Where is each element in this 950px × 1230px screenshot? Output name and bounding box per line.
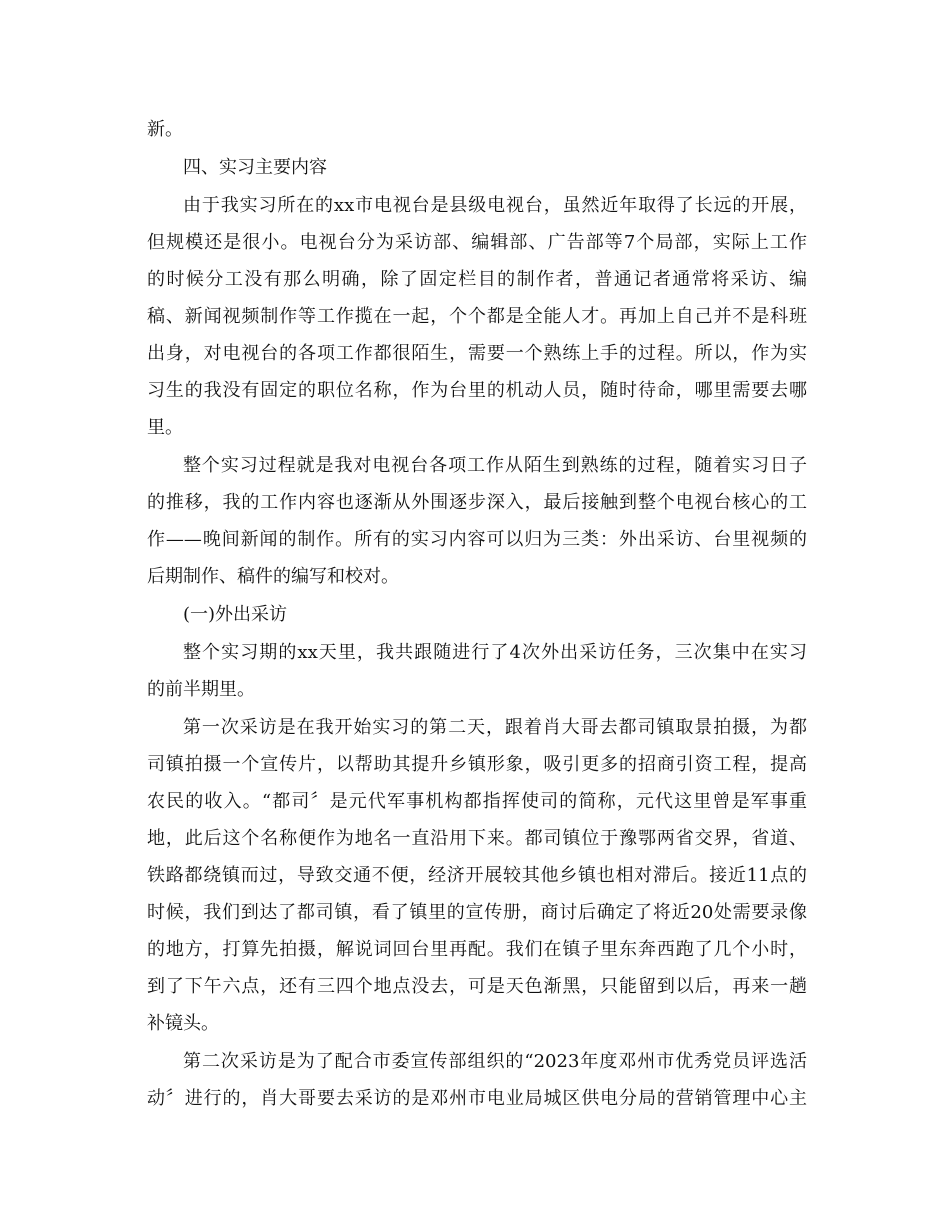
text-line: 的推移，我的工作内容也逐渐从外围逐步深入，最后接触到整个电视台核心的工 [147,492,807,513]
text-line: 整个实习过程就是我对电视台各项工作从陌生到熟练的过程，随着实习日子 [183,455,807,476]
text-line: 的前半期里。 [147,679,255,700]
text-line: 地，此后这个名称便作为地名一直沿用下来。都司镇位于豫鄂两省交界，省道、 [147,828,807,849]
text-line: 的地方，打算先拍摄，解说词回台里再配。我们在镇子里东奔西跑了几个小时， [147,939,807,960]
subsection-heading: (一)外出采访 [183,604,288,625]
text-line: 铁路都绕镇而过，导致交通不便，经济开展较其他乡镇也相对滞后。接近11点的 [147,865,807,886]
section-heading: 四、实习主要内容 [183,157,327,178]
text-line: 习生的我没有固定的职位名称，作为台里的机动人员，随时待命，哪里需要去哪 [147,380,807,401]
text-line: 但规模还是很小。电视台分为采访部、编辑部、广告部等7个局部，实际上工作 [147,232,807,253]
text-line: 整个实习期的xx天里，我共跟随进行了4次外出采访任务，三次集中在实习 [183,642,807,663]
text-line: 司镇拍摄一个宣传片，以帮助其提升乡镇形象，吸引更多的招商引资工程，提高 [147,754,807,775]
text-line: 农民的收入。“都司〞是元代军事机构都指挥使司的简称，元代这里曾是军事重 [147,791,807,812]
text-line: 补镜头。 [147,1013,219,1034]
text-line: 由于我实习所在的xx市电视台是县级电视台，虽然近年取得了长远的开展， [183,195,807,216]
text-line: 后期制作、稿件的编写和校对。 [147,566,399,587]
text-line: 作——晚间新闻的制作。所有的实习内容可以归为三类：外出采访、台里视频的 [147,529,807,550]
text-line: 时候，我们到达了都司镇，看了镇里的宣传册，商讨后确定了将近20处需要录像 [147,902,807,923]
text-line: 稿、新闻视频制作等工作揽在一起，个个都是全能人才。再加上自己并不是科班 [147,306,807,327]
text-line: 到了下午六点，还有三四个地点没去，可是天色渐黑，只能留到以后，再来一趟 [147,976,807,997]
text-line: 里。 [147,417,183,438]
text-line: 第一次采访是在我开始实习的第二天，跟着肖大哥去都司镇取景拍摄，为都 [183,717,807,738]
text-line: 动〞进行的，肖大哥要去采访的是邓州市电业局城区供电分局的营销管理中心主 [147,1088,807,1109]
text-line: 出身，对电视台的各项工作都很陌生，需要一个熟练上手的过程。所以，作为实 [147,343,807,364]
text-line: 新。 [147,119,183,140]
text-line: 的时候分工没有那么明确，除了固定栏目的制作者，普通记者通常将采访、编 [147,269,807,290]
text-line: 第二次采访是为了配合市委宣传部组织的“2023年度邓州市优秀党员评选活 [183,1051,807,1072]
